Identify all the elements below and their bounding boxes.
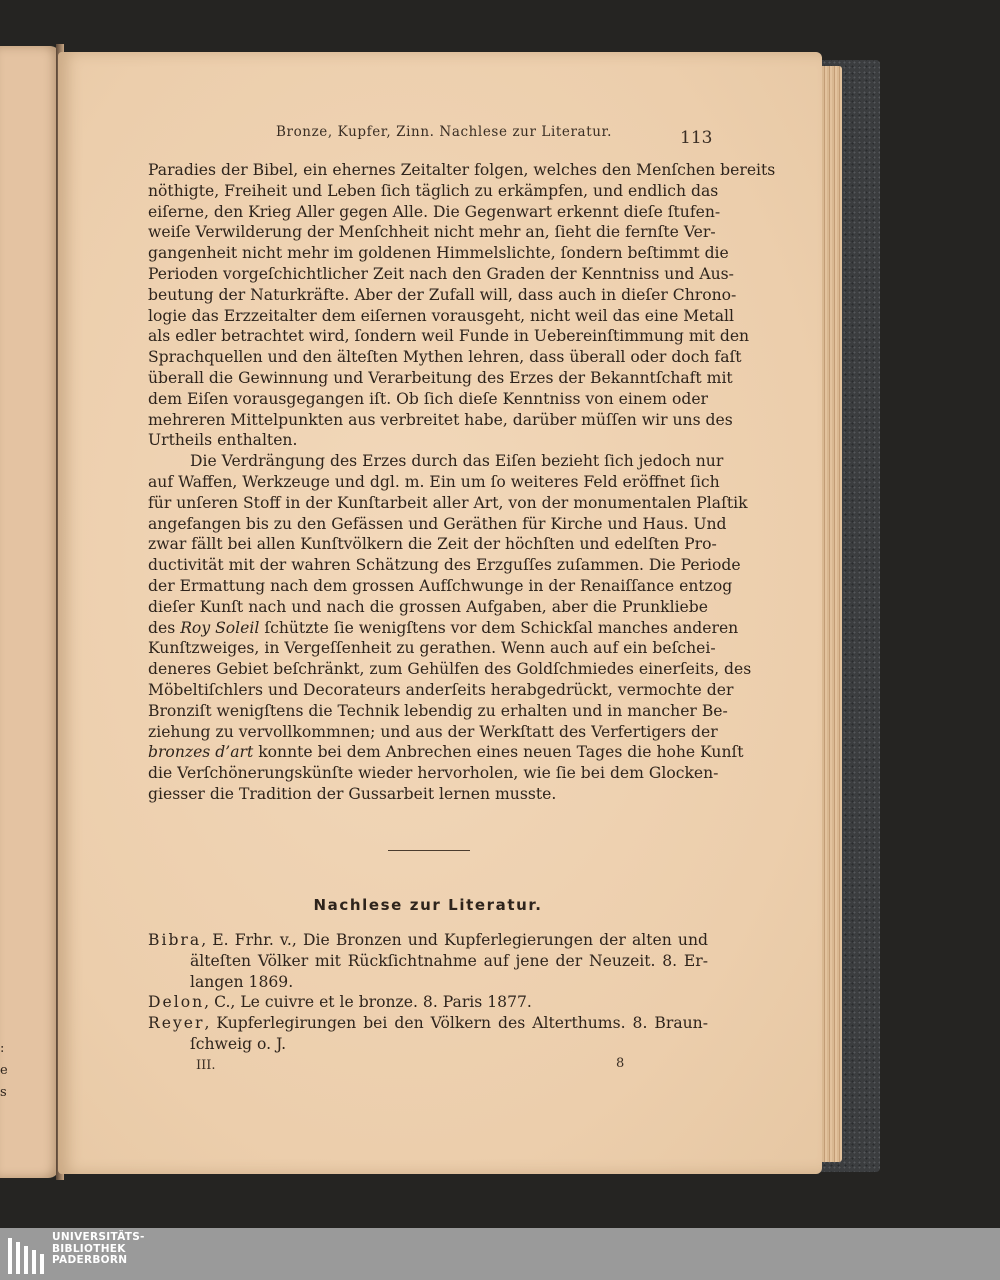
biblio-text: , Kupferlegirungen bei den Völkern des Alterthums. 8. Braun-: [204, 1014, 708, 1033]
text-line-bronzes-dart: [148, 742, 744, 763]
text-line: für unſeren Stoff in der Kunſtarbeit aller Art, von der monumentalen Plaſtik: [148, 493, 748, 512]
biblio-text: , E. Frhr. v., Die Bronzen und Kupferlegierungen der alten und: [201, 931, 708, 949]
text-line: die Verſchönerungskünſte wieder hervorholen, wie ſie bei dem Glocken-: [148, 764, 719, 783]
text-line: ziehung zu vervollkommnen; und aus der Werkſtatt des Verfertigers der: [148, 722, 718, 741]
section-divider: [388, 850, 470, 851]
biblio-continuation: ſchweig o. J.: [190, 1034, 287, 1053]
roy-post: ſchützte ſie wenigſtens vor dem Schickſal manches anderen: [264, 618, 739, 637]
text-line: Paradies der Bibel, ein ehernes Zeitalter folgen, welches den Menſchen bereits: [148, 161, 776, 179]
text-line: Perioden vorgeſchichtlicher Zeit nach den Graden der Kenntniss und Aus-: [148, 264, 734, 283]
library-footer: [0, 1228, 1000, 1280]
biblio-entry-reyer: [148, 1013, 708, 1034]
text-line: auf Waffen, Werkzeuge und dgl. m. Ein um ſo weiteres Feld eröffnet ſich: [148, 472, 720, 491]
biblio-text: , C., Le cuivre et le bronze. 8. Paris 1877.: [204, 993, 532, 1012]
library-name-line: UNIVERSITÄTS-: [52, 1231, 145, 1243]
text-line: Urtheils enthalten.: [148, 431, 298, 450]
text-line: ductivität mit der wahren Schätzung des Erzguſſes zuſammen. Die Periode: [148, 556, 741, 575]
text-line: Die Verdrängung des Erzes durch das Eiſen bezieht ſich jedoch nur: [190, 452, 724, 471]
text-line: zwar fällt bei allen Kunſtvölkern die Zeit der höchſten und edelſten Pro-: [148, 535, 717, 554]
running-head: Bronze, Kupfer, Zinn. Nachlese zur Literatur.: [276, 124, 612, 140]
text-line: logie das Erzzeitalter dem eiſernen vorausgeht, nicht weil das eine Metall: [148, 306, 734, 325]
biblio-author: Reyer: [148, 1014, 205, 1033]
text-line: dem Eiſen vorausgegangen iſt. Ob ſich dieſe Kenntniss von einem oder: [148, 389, 708, 408]
text-line: Bronziſt wenigſtens die Technik lebendig zu erhalten und in mancher Be-: [148, 701, 728, 720]
library-logo-icon: [6, 1232, 46, 1276]
signature-mark: III.: [196, 1058, 216, 1073]
biblio-entry-bibra: [148, 930, 708, 951]
text-line: beutung der Naturkräfte. Aber der Zufall will, dass auch in dieſer Chrono-: [148, 285, 737, 304]
text-line: eiſerne, den Krieg Aller gegen Alle. Die Gegenwart erkennt dieſe ſtufen-: [148, 202, 721, 221]
left-page-margin-marks: [0, 1038, 12, 1104]
text-line: nöthigte, Freiheit und Leben ſich täglich zu erkämpfen, und endlich das: [148, 181, 719, 200]
text-line: überall die Gewinnung und Verarbeitung des Erzes der Bekanntſchaft mit: [148, 368, 733, 387]
bronzes-dart-italic: bronzes d’art: [148, 743, 254, 762]
biblio-author: Bibra: [148, 931, 202, 949]
roy-pre: des: [148, 618, 176, 637]
left-mark: e: [0, 1063, 8, 1078]
text-line: dieſer Kunſt nach und nach die grossen Aufgaben, aber die Prunkliebe: [148, 597, 708, 616]
text-line: als edler betrachtet wird, ſondern weil Funde in Uebereinſtimmung mit den: [148, 327, 750, 346]
library-name-line: PADERBORN: [52, 1254, 128, 1266]
left-mark: :: [0, 1041, 5, 1056]
page-number: 113: [680, 128, 713, 148]
text-line: mehreren Mittelpunkten aus verbreitet habe, darüber müſſen wir uns des: [148, 410, 733, 429]
biblio-entry-delon: [148, 992, 708, 1013]
text-line: Möbeltiſchlers und Decorateurs anderſeits herabgedrückt, vermochte der: [148, 680, 734, 699]
left-page-edge: [0, 46, 60, 1178]
text-line: gangenheit nicht mehr im goldenen Himmelslichte, ſondern beſtimmt die: [148, 244, 729, 263]
text-line: weiſe Verwilderung der Menſchheit nicht mehr an, ſieht die fernſte Ver-: [148, 223, 716, 242]
body-text: [148, 160, 776, 805]
roy-soleil-italic: Roy Soleil: [180, 618, 260, 637]
text-line: giesser die Tradition der Gussarbeit lernen musste.: [148, 784, 557, 803]
biblio-author: Delon: [148, 993, 205, 1012]
library-name: [52, 1232, 145, 1267]
text-line: deneres Gebiet beſchränkt, zum Gehülfen des Goldſchmiedes einerſeits, des: [148, 660, 752, 679]
biblio-continuation: älteſten Völker mit Rückſichtnahme auf jene der Neuzeit. 8. Er-: [190, 951, 708, 970]
text-line: der Ermattung nach dem grossen Aufſchwunge in der Renaiſſance entzog: [148, 576, 733, 595]
library-name-line: BIBLIOTHEK: [52, 1242, 126, 1255]
biblio-continuation: langen 1869.: [190, 972, 294, 991]
bibliography: [148, 930, 708, 1055]
signature-number: 8: [616, 1056, 625, 1071]
section-title: Nachlese zur Literatur.: [313, 896, 543, 914]
left-mark: s: [0, 1085, 7, 1100]
text-line: Sprachquellen und den älteſten Mythen lehren, dass überall oder doch faſt: [148, 348, 742, 367]
bronzes-post: konnte bei dem Anbrechen eines neuen Tages die hohe Kunſt: [258, 743, 744, 762]
text-line: Kunſtzweiges, in Vergeſſenheit zu gerathen. Wenn auch auf ein beſchei-: [148, 639, 716, 658]
text-line: angefangen bis zu den Gefässen und Geräthen für Kirche und Haus. Und: [148, 514, 727, 533]
text-line-roy-soleil: [148, 618, 739, 639]
